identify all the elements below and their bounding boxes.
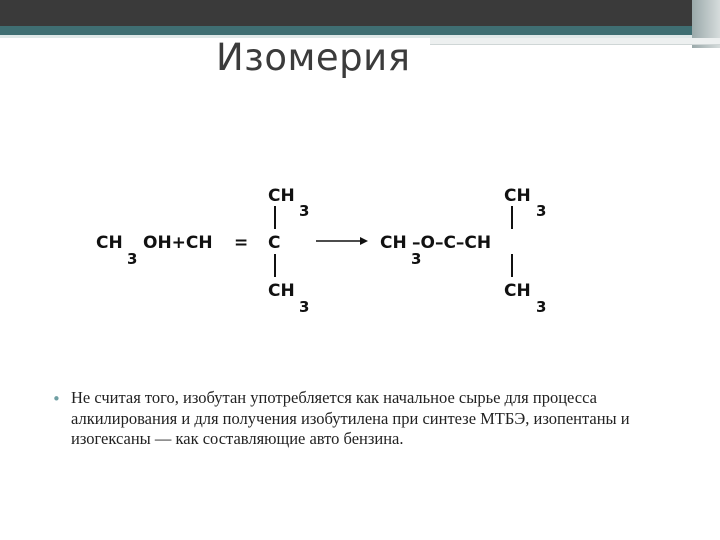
oh-plus-ch: OH+CH: [143, 233, 213, 253]
product-bottom-ch: CH: [504, 281, 531, 301]
product-ch-subscript: 3: [411, 250, 422, 268]
top-ch-subscript: 3: [299, 202, 310, 220]
product-top-ch: CH: [504, 186, 531, 206]
bottom-ch: CH: [268, 281, 295, 301]
reaction-arrow-head: [360, 237, 368, 245]
product-ch: CH: [380, 233, 407, 253]
center-carbon: C: [268, 233, 281, 253]
product-bottom-ch-subscript: 3: [536, 298, 547, 316]
reactant-ch: CH: [96, 233, 123, 253]
double-bond-equals: =: [234, 233, 249, 253]
slide-title: Изомерия: [216, 36, 411, 79]
reactant-ch-subscript: 3: [127, 250, 138, 268]
top-ch: CH: [268, 186, 295, 206]
product-chain: –O–C–CH: [412, 233, 492, 253]
bullet-text: Не считая того, изобутан употребляется как начальное сырье для процесса алкилирования и для получения изобутилена при синтезе МТБЭ, изопентаны и изогексаны — как составляющие авто бензина.: [71, 388, 630, 448]
bottom-ch-subscript: 3: [299, 298, 310, 316]
product-top-ch-subscript: 3: [536, 202, 547, 220]
bullet-marker: •: [52, 390, 61, 408]
